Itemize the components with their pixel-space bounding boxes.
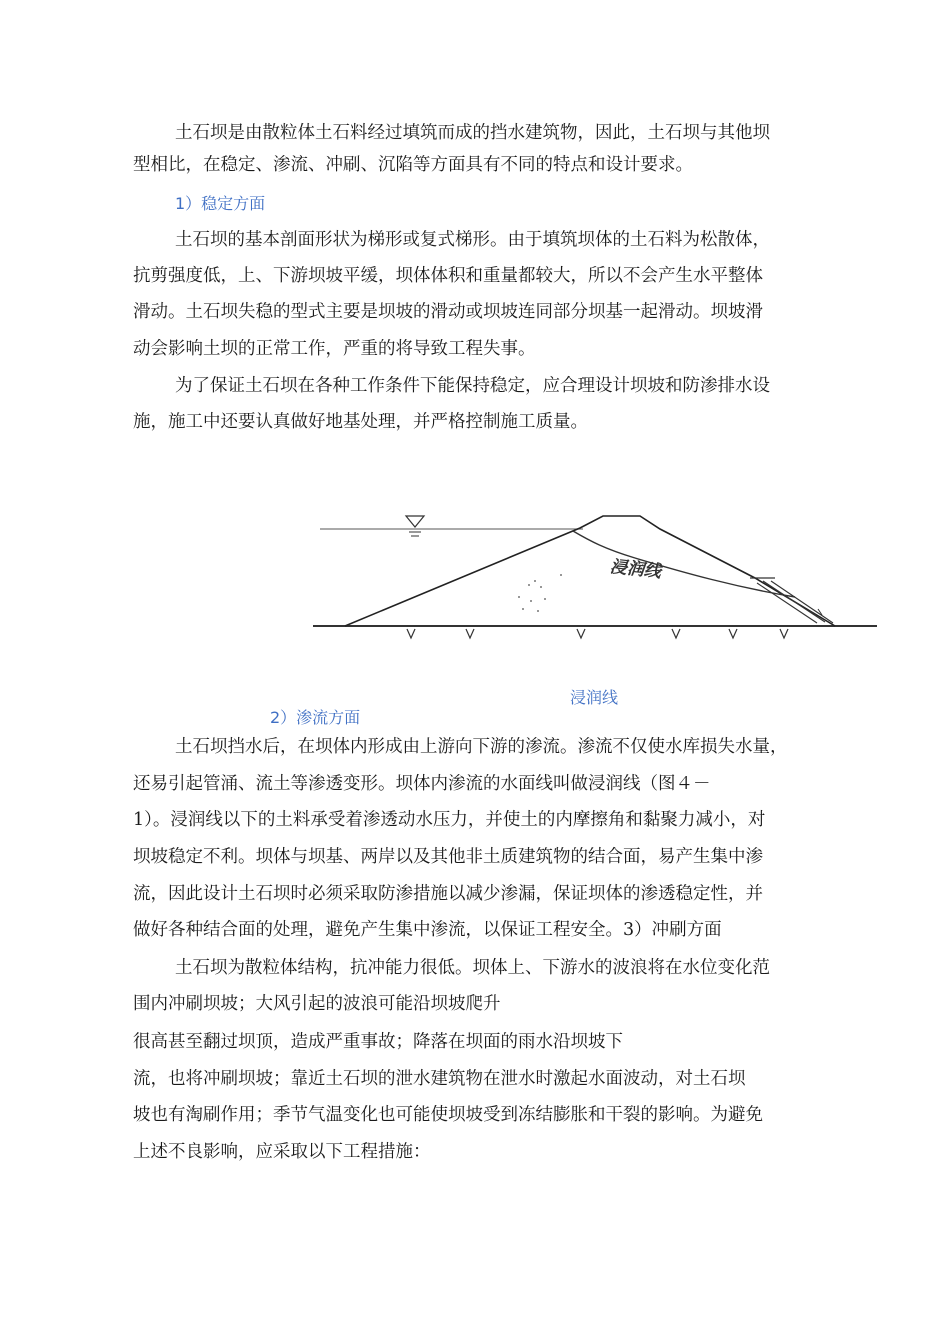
paragraph-5-line-1: 土石坝为散粒体结构，抗冲能力很低。坝体上、下游水的波浪将在水位变化范 [175,958,770,978]
paragraph-5-line-2: 围内冲刷坝坡；大风引起的波浪可能沿坝坡爬升 [133,994,501,1014]
paragraph-2-line-3: 滑动。土石坝失稳的型式主要是坝坡的滑动或坝坡连同部分坝基一起滑动。坝坡滑 [133,302,763,322]
figure-caption: 浸润线 [570,688,619,707]
paragraph-4-line-4: 坝坡稳定不利。坝体与坝基、两岸以及其他非土质建筑物的结合面，易产生集中渗 [133,847,763,867]
dam-cross-section-figure [305,505,885,655]
paragraph-4-line-5: 流，因此设计土石坝时必须采取防渗措施以减少渗漏，保证坝体的渗透稳定性，并 [133,884,763,904]
paragraph-5-line-4: 流，也将冲刷坝坡；靠近土石坝的泄水建筑物在泄水时激起水面波动，对土石坝 [133,1069,746,1089]
paragraph-1-line-2: 型相比，在稳定、渗流、冲刷、沉陷等方面具有不同的特点和设计要求。 [133,155,693,175]
paragraph-2-line-4: 动会影响土坝的正常工作，严重的将导致工程失事。 [133,339,536,359]
section-heading-stability: 1）稳定方面 [175,194,266,213]
paragraph-2-line-1: 土石坝的基本剖面形状为梯形或复式梯形。由于填筑坝体的土石料为松散体， [175,230,770,250]
water-level-symbol-icon [406,516,424,536]
paragraph-2-line-2: 抗剪强度低，上、下游坝坡平缓，坝体体积和重量都较大，所以不会产生水平整体 [133,266,763,286]
paragraph-3-line-1: 为了保证土石坝在各种工作条件下能保持稳定，应合理设计坝坡和防渗排水设 [175,376,770,396]
paragraph-4-line-3: 1）。浸润线以下的土料承受着渗透动水压力，并使土的内摩擦角和黏聚力减小，对 [133,810,766,830]
section-heading-seepage: 2）渗流方面 [270,708,361,727]
foundation-seepage-marks [407,629,788,638]
paragraph-5-line-3: 很高甚至翻过坝顶，造成严重事故；降落在坝面的雨水沿坝坡下 [133,1032,623,1052]
paragraph-4-line-2: 还易引起管涌、流土等渗透变形。坝体内渗流的水面线叫做浸润线（图４－ [133,774,711,794]
paragraph-5-line-5: 坡也有淘刷作用；季节气温变化也可能使坝坡受到冻结膨胀和干裂的影响。为避免 [133,1105,763,1125]
fill-stipple [518,574,562,612]
downstream-drain [750,578,833,623]
paragraph-3-line-2: 施，施工中还要认真做好地基处理，并严格控制施工质量。 [133,412,588,432]
paragraph-5-line-6: 上述不良影响，应采取以下工程措施： [133,1142,431,1162]
paragraph-1-line-1: 土石坝是由散粒体土石料经过填筑而成的挡水建筑物，因此，土石坝与其他坝 [175,123,770,143]
paragraph-4-line-1: 土石坝挡水后，在坝体内形成由上游向下游的渗流。渗流不仅使水库损失水量， [175,737,788,757]
paragraph-4-line-6: 做好各种结合面的处理，避免产生集中渗流，以保证工程安全。3）冲刷方面 [133,920,722,940]
figure-inner-label: 浸润线 [609,556,662,583]
